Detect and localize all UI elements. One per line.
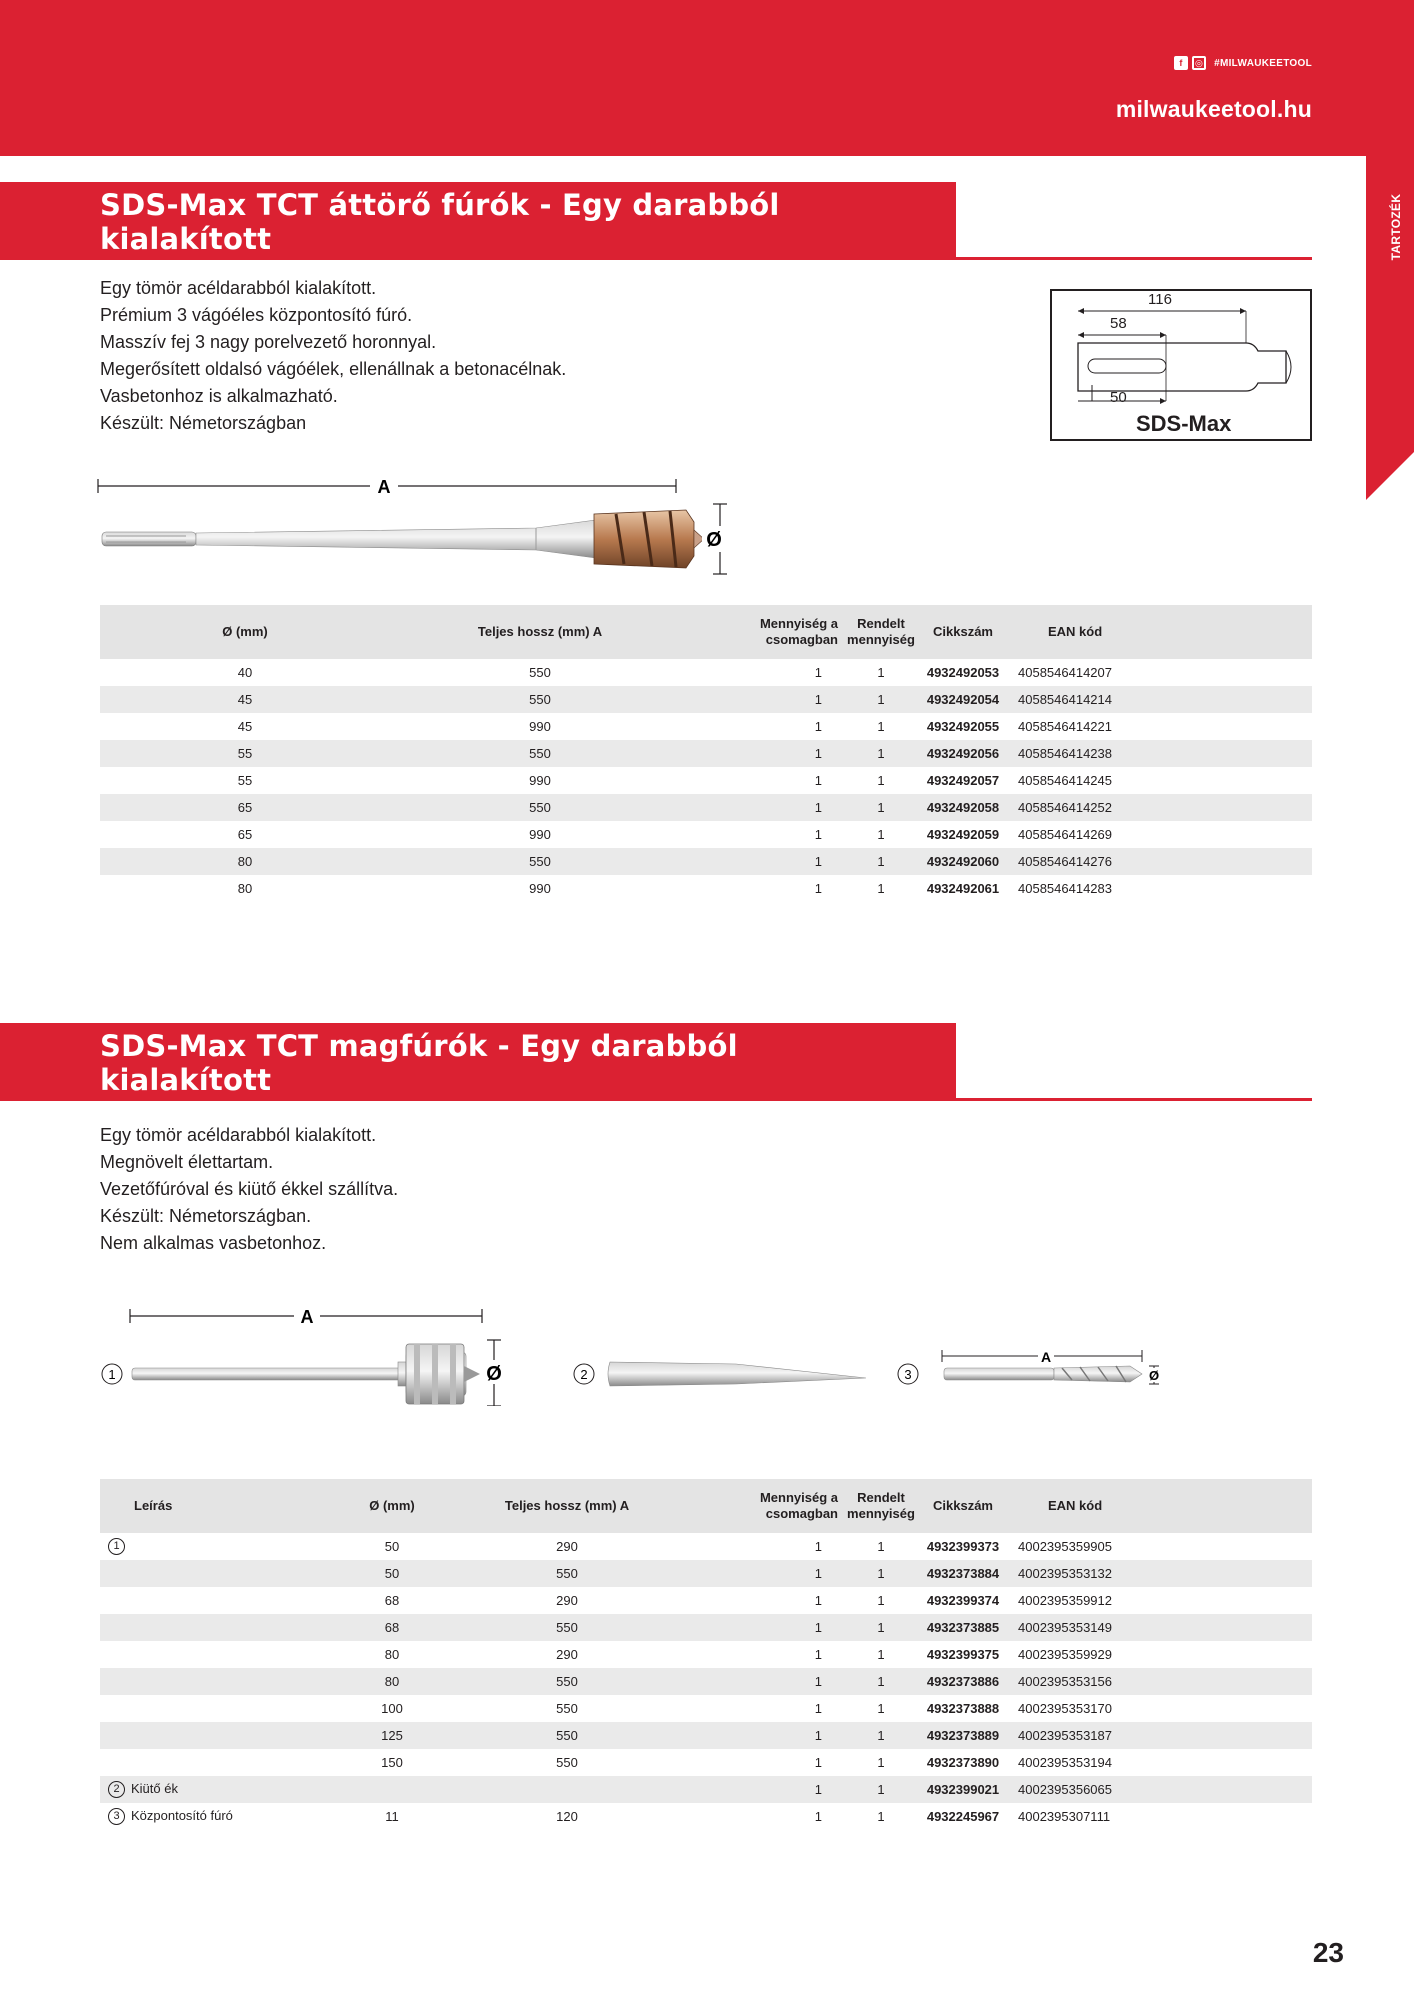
table-row: 50 550 1 1 4932373884 4002395353132 xyxy=(100,1560,1312,1587)
table-row: 65 990 1 1 4932492059 4058546414269 xyxy=(237,827,1112,842)
item1-number: 1 xyxy=(108,1367,116,1382)
item3-number: 3 xyxy=(904,1367,912,1382)
dimension-a-label: A xyxy=(377,477,391,497)
core-bit-table xyxy=(100,1479,1312,1830)
table-row: 150 550 1 1 4932373890 4002395353194 xyxy=(381,1755,1112,1770)
section2-description: Egy tömör acéldarabból kialakított. Megnövelt élettartam. Vezetőfúróval és kiütő ékkel szállítva. Készült: Németországban. Nem alkalmas vasbetonhoz. xyxy=(100,1125,399,1253)
core-diameter-label: Ø xyxy=(486,1363,502,1385)
table-header-row xyxy=(100,605,1312,659)
col-diameter: Ø (mm) xyxy=(340,1479,444,1533)
table-row: 2 Kiütő ék 1 1 4932399021 4002395356065 xyxy=(100,1776,1312,1803)
dim-50: 50 xyxy=(1110,389,1127,406)
table-row: 80 550 1 1 4932492060 4058546414276 xyxy=(100,848,1312,875)
section1-header xyxy=(0,182,956,260)
section1-description: Egy tömör acéldarabból kialakított. Prémium 3 vágóéles központosító fúró. Masszív fej 3 nagy porelvezető horonnyal. Megerősített oldalsó vágóélek, ellenállnak a betonacélnak. Vasbetonhoz is alkalmazható. Készült: Németországban xyxy=(100,278,567,433)
section2-header xyxy=(0,1023,956,1101)
top-banner xyxy=(0,0,1414,156)
col-code: Cikkszám xyxy=(916,605,1010,659)
col-length: Teljes hossz (mm) A xyxy=(390,605,690,659)
table-row: 40 550 1 1 4932492053 4058546414207 xyxy=(237,665,1112,680)
table-row: 125 550 1 1 4932373889 4002395353187 xyxy=(100,1722,1312,1749)
breakthrough-bit-image xyxy=(96,474,736,586)
col-order: Rendelt mennyiség xyxy=(846,1479,916,1533)
col-qty: Mennyiség a csomagban xyxy=(690,605,846,659)
table-row: 68 550 1 1 4932373885 4002395353149 xyxy=(100,1614,1312,1641)
table-row: 65 550 1 1 4932492058 4058546414252 xyxy=(100,794,1312,821)
item3-marker: 3 xyxy=(108,1808,125,1825)
table-row: 55 550 1 1 4932492056 4058546414238 xyxy=(100,740,1312,767)
dim-58: 58 xyxy=(1110,315,1127,332)
col-length: Teljes hossz (mm) A xyxy=(444,1479,690,1533)
pilot-dim-a-label: A xyxy=(1040,1349,1052,1365)
col-diameter: Ø (mm) xyxy=(100,605,390,659)
col-ean: EAN kód xyxy=(1010,1479,1312,1533)
instagram-icon[interactable]: ◎ xyxy=(1192,56,1206,70)
table-row: 100 550 1 1 4932373888 4002395353170 xyxy=(381,1701,1112,1716)
table-header-row xyxy=(100,1479,1312,1533)
section2-header-rule xyxy=(956,1098,1312,1101)
facebook-icon[interactable]: f xyxy=(1174,56,1188,70)
item1-marker: 1 xyxy=(108,1538,125,1555)
table-row: 55 990 1 1 4932492057 4058546414245 xyxy=(237,773,1112,788)
section1-title: SDS-Max TCT áttörő fúrók - Egy darabból kialakított xyxy=(100,188,780,256)
social-bar xyxy=(1174,56,1312,70)
table-row: 1 50 290 1 1 4932399373 4002395359905 xyxy=(100,1533,1312,1560)
section2-title: SDS-Max TCT magfúrók - Egy darabból kialakított xyxy=(100,1029,738,1097)
table-row: 45 990 1 1 4932492055 4058546414221 xyxy=(237,719,1112,734)
section1-header-rule xyxy=(956,257,1312,260)
social-hashtag: #MILWAUKEETOOL xyxy=(1214,57,1312,69)
table-row: 80 990 1 1 4932492061 4058546414283 xyxy=(237,881,1112,896)
table-row: 3 Központosító fúró 11 120 1 1 4932245967 4002395307111 xyxy=(100,1803,1312,1830)
diameter-label: Ø xyxy=(706,529,722,551)
col-ean: EAN kód xyxy=(1010,605,1312,659)
core-dim-a-label: A xyxy=(300,1307,314,1327)
page-number: 23 xyxy=(1312,1937,1344,1968)
col-order: Rendelt mennyiség xyxy=(846,605,916,659)
site-url[interactable]: milwaukeetool.hu xyxy=(1115,96,1312,122)
pilot-diameter-label: Ø xyxy=(1148,1368,1160,1383)
dim-116: 116 xyxy=(1148,291,1172,308)
table-row: 68 290 1 1 4932399374 4002395359912 xyxy=(384,1593,1112,1608)
item2-marker: 2 xyxy=(108,1781,125,1798)
side-tab-label-wrap xyxy=(1386,186,1406,276)
breakthrough-bit-table xyxy=(100,605,1312,902)
side-tab-label: TARTOZÉK xyxy=(1389,193,1403,261)
col-description: Leírás xyxy=(100,1479,340,1533)
col-qty: Mennyiség a csomagban xyxy=(690,1479,846,1533)
col-code: Cikkszám xyxy=(916,1479,1010,1533)
table-row: 80 290 1 1 4932399375 4002395359929 xyxy=(384,1647,1112,1662)
table-row: 45 550 1 1 4932492054 4058546414214 xyxy=(100,686,1312,713)
table-row: 80 550 1 1 4932373886 4002395353156 xyxy=(100,1668,1312,1695)
core-bit-images xyxy=(96,1296,1176,1406)
sds-max-label: SDS-Max xyxy=(1136,411,1232,436)
sds-max-diagram xyxy=(1050,289,1312,441)
item2-number: 2 xyxy=(580,1367,588,1382)
